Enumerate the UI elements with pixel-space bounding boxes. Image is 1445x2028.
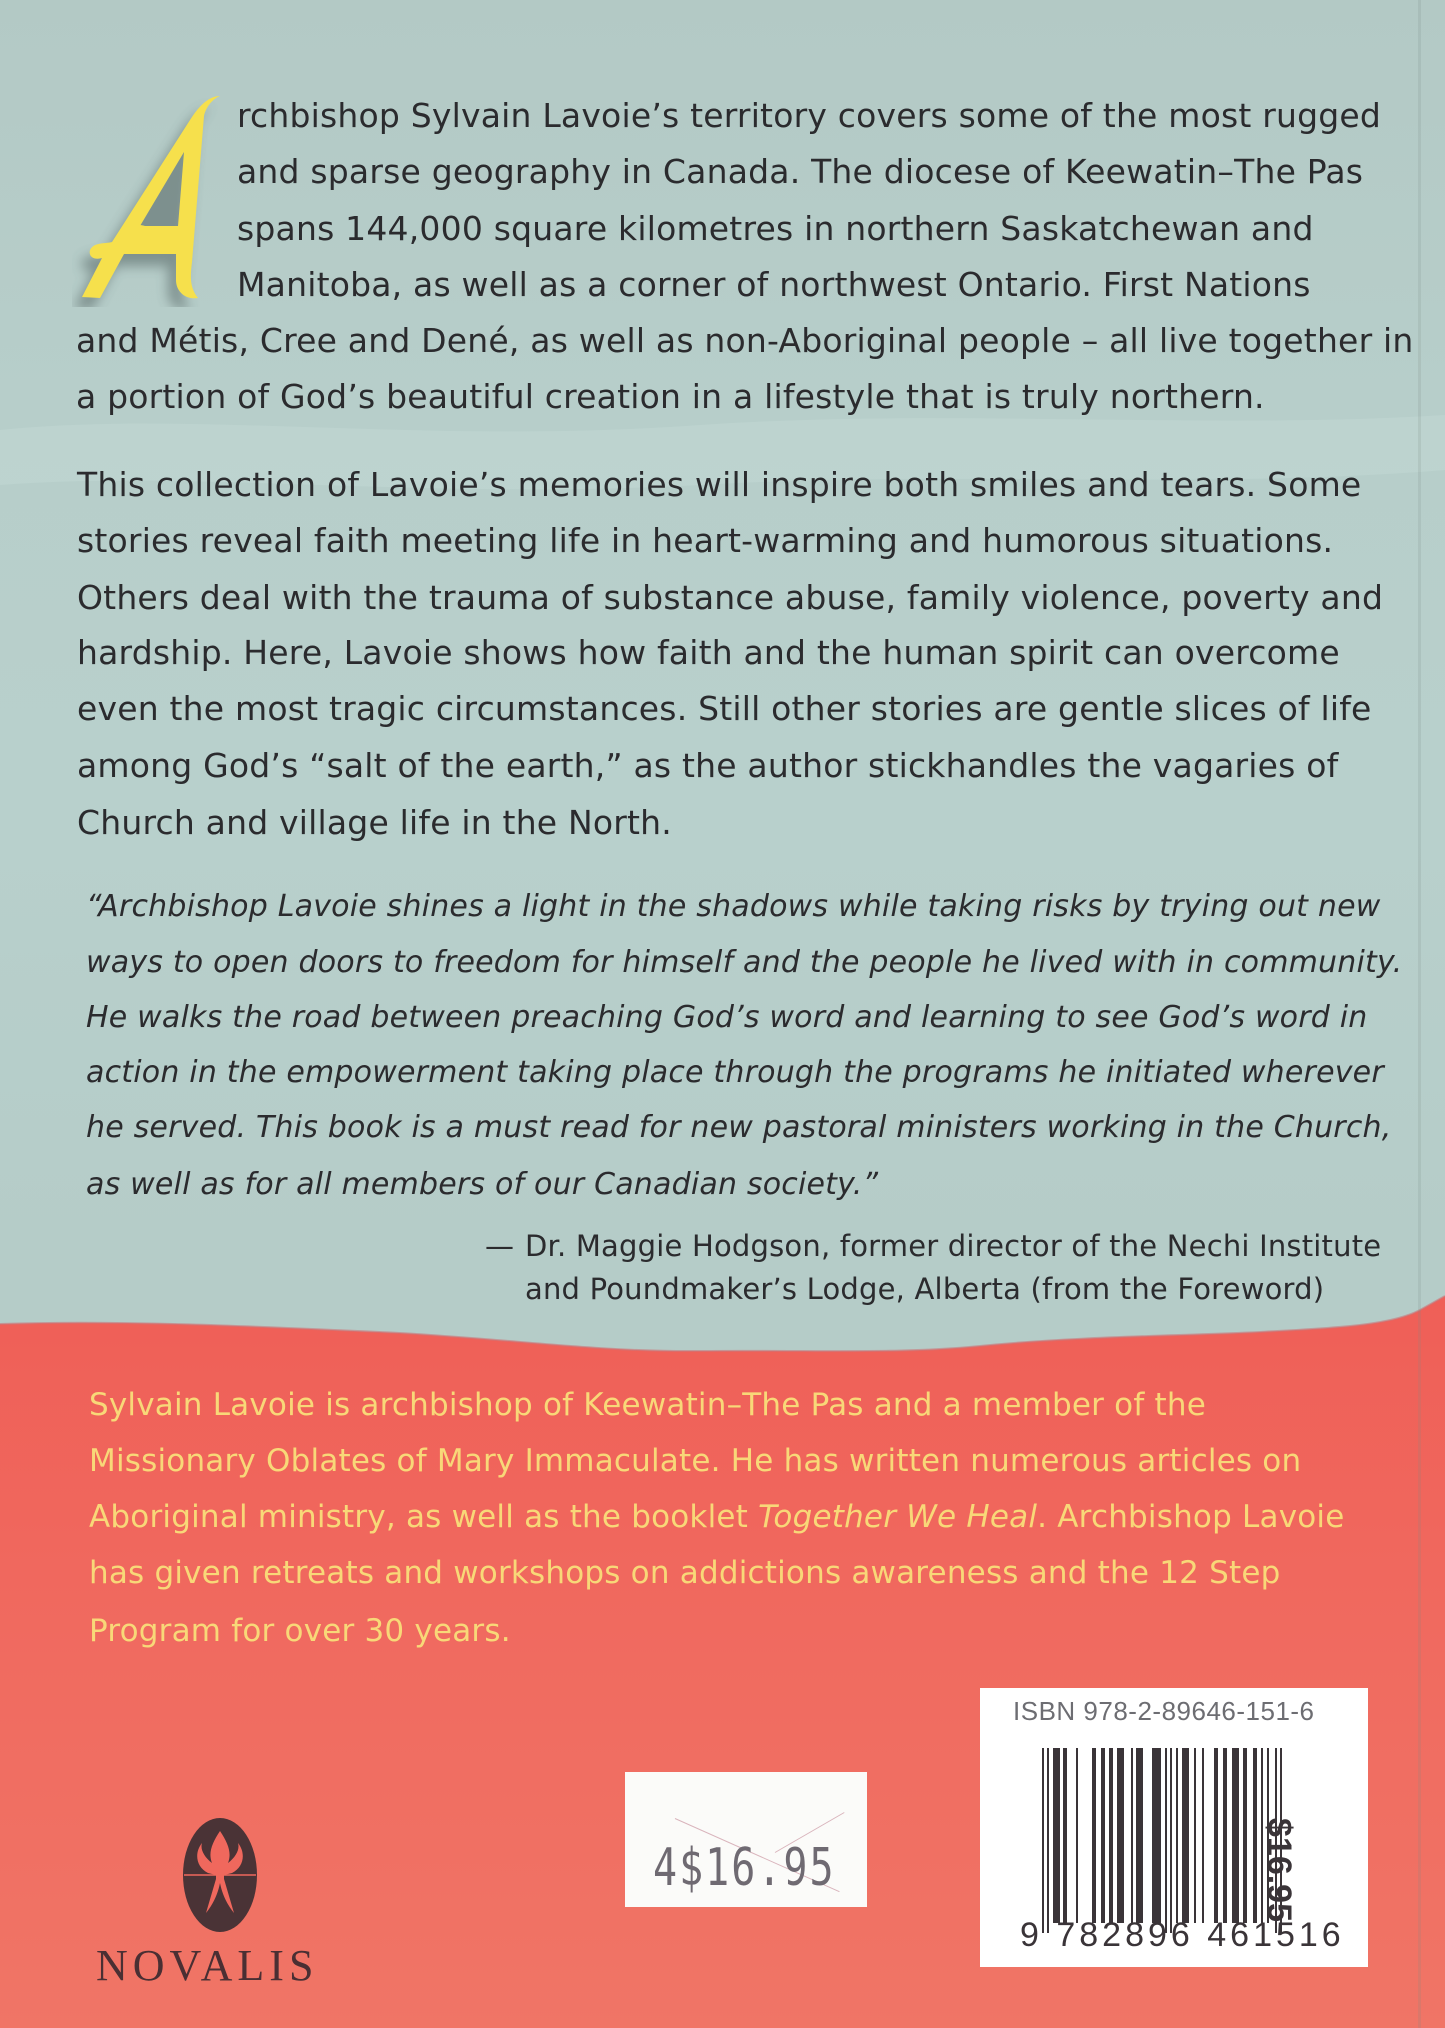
collection-line: hardship. Here, Lavoie shows how faith and the human spirit can overcome [77,633,1340,672]
quote-line: He walks the road between preaching God’s word and learning to see God’s word in [86,1000,1368,1035]
collection-line: among God’s “salt of the earth,” as the author stickhandles the vagaries of [77,746,1339,785]
attribution-dash: — [485,1229,515,1263]
collection-line: even the most tragic circumstances. Still other stories are gentle slices of life [77,689,1372,728]
collection-line: stories reveal faith meeting life in heart-warming and humorous situations. [77,521,1334,560]
collection-line: This collection of Lavoie’s memories will inspire both smiles and tears. Some [77,465,1362,504]
quote-line: action in the empowerment taking place through the programs he initiated wherever [86,1055,1384,1090]
description-line: Manitoba, as well as a corner of northwest Ontario. First Nations [237,265,1311,304]
collection-line: Others deal with the trauma of substance abuse, family violence, poverty and [77,578,1384,617]
attribution-line: and Poundmaker’s Lodge, Alberta (from the Foreword) [525,1272,1325,1306]
bio-text: . Archbishop Lavoie [1037,1499,1345,1535]
price-sticker [625,1772,867,1907]
quote-line: “Archbishop Lavoie shines a light in the shadows while taking risks by trying out new [86,889,1381,924]
barcode-digits: 9 782896 461516 [1020,1916,1345,1954]
quote-line: he served. This book is a must read for new pastoral ministers working in the Church, [86,1110,1392,1145]
drop-cap-a-icon [72,92,227,307]
bio-line [89,1499,1345,1535]
cover-fold-line [1418,0,1421,2028]
bio-line: Sylvain Lavoie is archbishop of Keewatin–The Pas and a member of the [89,1387,1206,1423]
barcode-price: $16.95 [1260,1818,1298,1922]
sticker-price-text: 4$16.95 [653,1838,836,1898]
description-line: and Métis, Cree and Dené, as well as non-Aboriginal people – all live together in [76,321,1414,360]
description-line: spans 144,000 square kilometres in northern Saskatchewan and [237,209,1314,248]
description-line: and sparse geography in Canada. The diocese of Keewatin–The Pas [237,152,1364,191]
booklet-title: Together We Heal [758,1499,1038,1535]
bio-line: has given retreats and workshops on addictions awareness and the 12 Step [89,1555,1281,1591]
quote-line: as well as for all members of our Canadian society.” [86,1167,879,1202]
quote-line: ways to open doors to freedom for himself and the people he lived with in community. [86,945,1403,980]
isbn-label: ISBN 978-2-89646-151-6 [1013,1696,1315,1726]
flame-oval-logo-icon [182,1817,258,1933]
bio-line: Missionary Oblates of Mary Immaculate. He has written numerous articles on [89,1443,1302,1479]
bio-line: Program for over 30 years. [89,1613,511,1649]
attribution-line: Dr. Maggie Hodgson, former director of the Nechi Institute [525,1229,1382,1263]
collection-line: Church and village life in the North. [77,803,672,842]
description-line: rchbishop Sylvain Lavoie’s territory covers some of the most rugged [237,96,1382,135]
publisher-name: NOVALIS [96,1941,319,1990]
description-line: a portion of God’s beautiful creation in a lifestyle that is truly northern. [76,377,1265,416]
isbn-barcode-box [980,1688,1368,1967]
bio-text: Aboriginal ministry, as well as the booklet [89,1499,759,1535]
